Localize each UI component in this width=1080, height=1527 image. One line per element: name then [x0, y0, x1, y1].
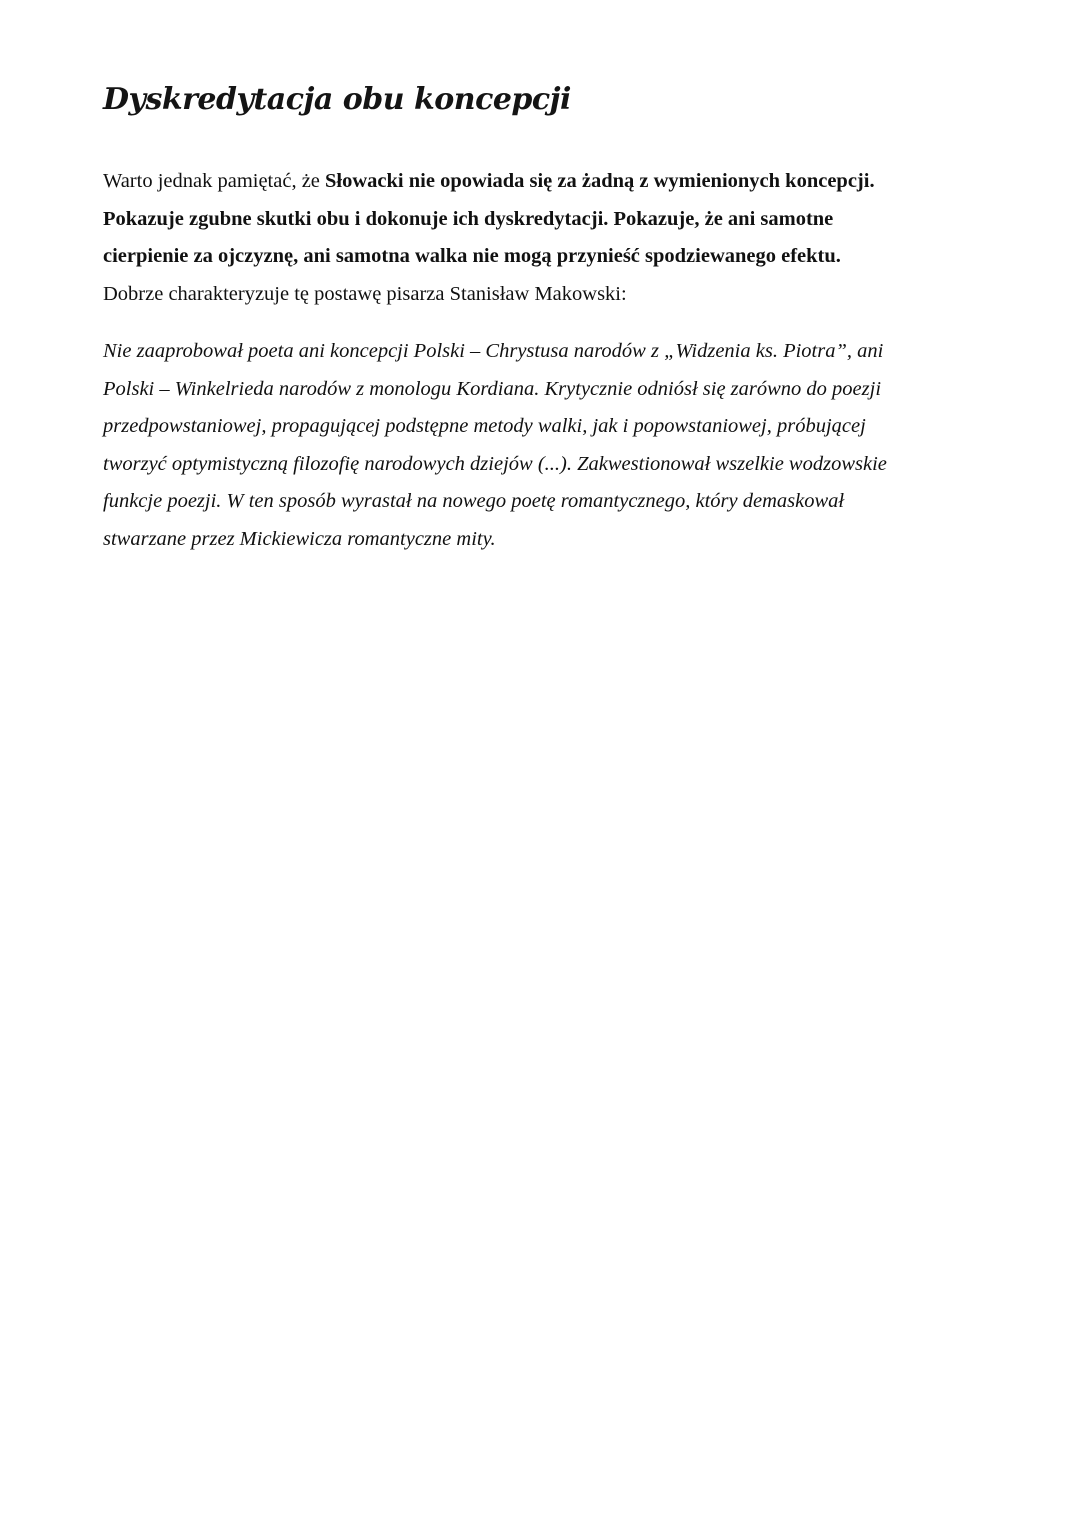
paragraph-line-2: Pokazuje zgubne skutki obu i dokonuje ich dyskredytacji. Pokazuje, że ani samotne: [103, 207, 834, 230]
paragraph-line-3: cierpienie za ojczyznę, ani samotna walka nie mogą przynieść spodziewanego efektu.: [103, 245, 841, 267]
quote-line: tworzyć optymistyczną filozofię narodowych dziejów (...). Zakwestionował wszelkie wodzowskie: [103, 452, 887, 475]
quotation: [103, 333, 963, 558]
paragraph-line-1-bold: Słowacki nie opowiada się za żadną z wymienionych koncepcji.: [325, 170, 875, 192]
paragraph-line-1: [103, 163, 963, 201]
body-paragraph: [103, 163, 963, 313]
paragraph-line-4: Dobrze charakteryzuje tę postawę pisarza Stanisław Makowski:: [103, 282, 627, 305]
quote-line: stwarzane przez Mickiewicza romantyczne mity.: [103, 527, 496, 550]
quote-line: Polski – Winkelrieda narodów z monologu Kordiana. Krytycznie odniósł się zarówno do poezji: [103, 377, 882, 400]
section-heading: Dyskredytacja obu koncepcji: [103, 82, 571, 117]
quote-line: przedpowstaniowej, propagującej podstępne metody walki, jak i popowstaniowej, próbującej: [103, 415, 866, 437]
quote-line: Nie zaaprobował poeta ani koncepcji Polski – Chrystusa narodów z „Widzenia ks. Piotra”, ani: [103, 340, 884, 362]
quote-line: funkcje poezji. W ten sposób wyrastał na nowego poetę romantycznego, który demaskował: [103, 490, 845, 512]
paragraph-line-1-regular: Warto jednak pamiętać, że: [103, 170, 326, 192]
